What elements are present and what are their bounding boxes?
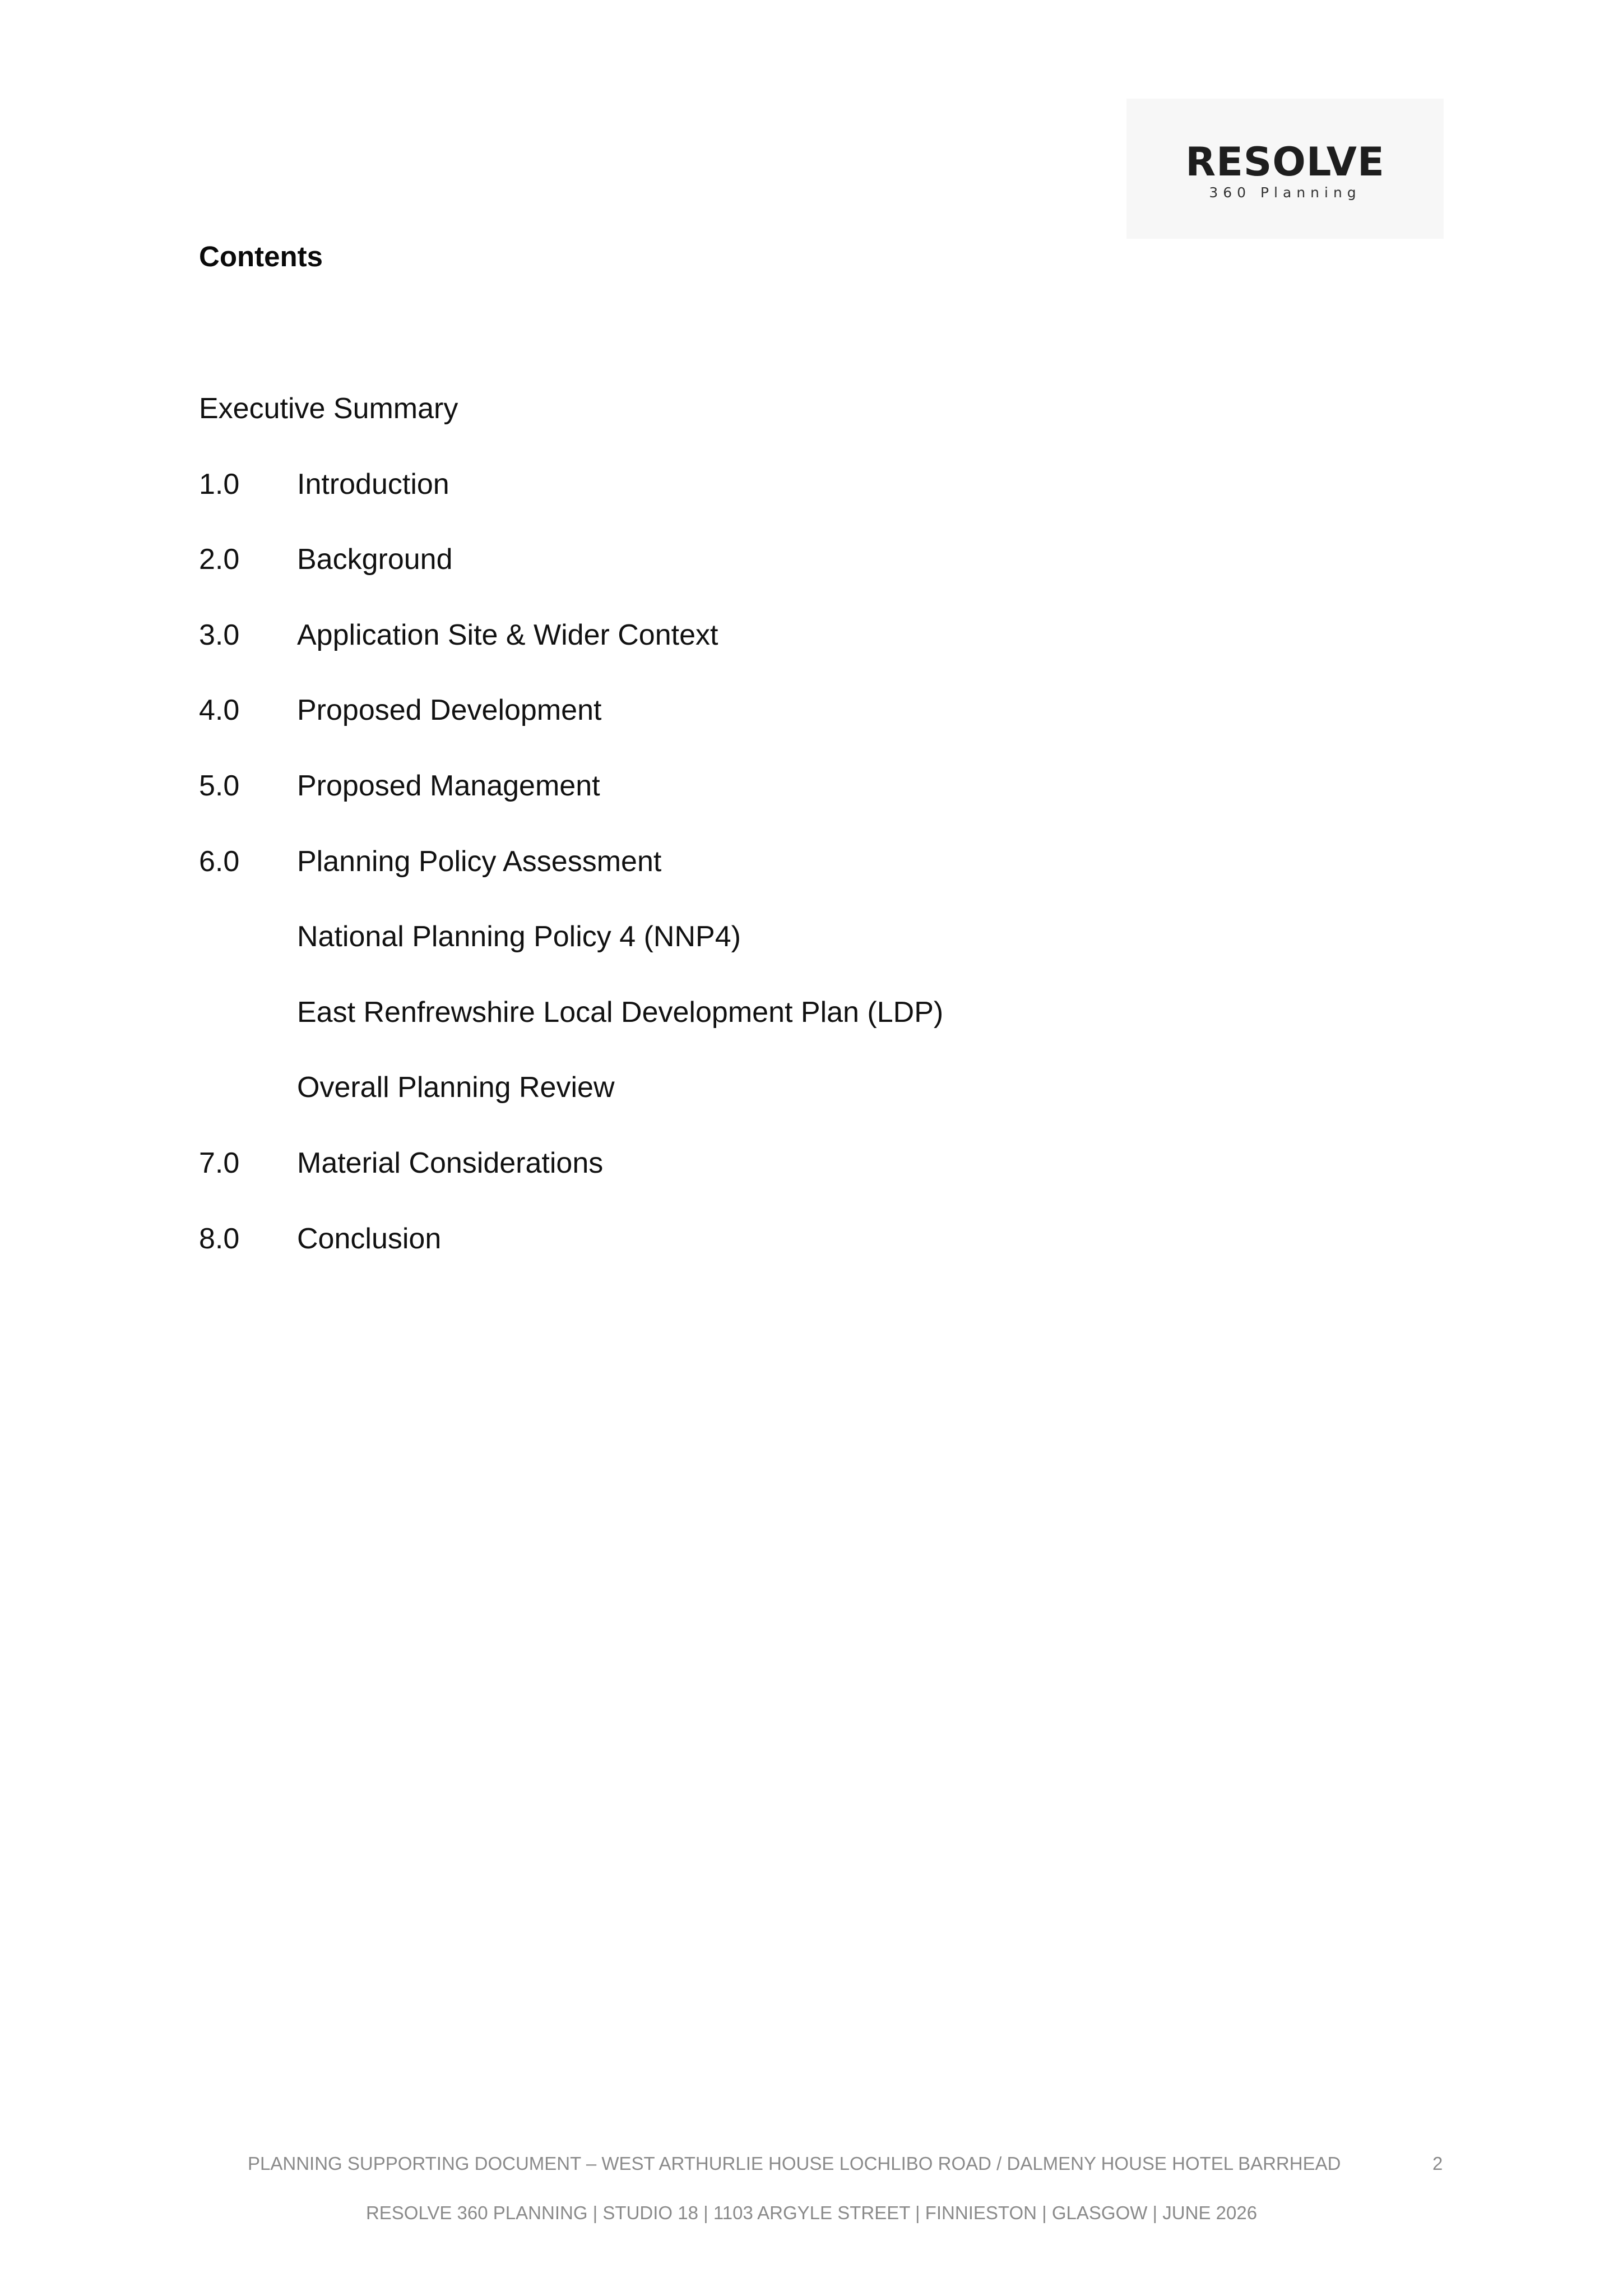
toc-entry-number: 5.0 (199, 770, 240, 802)
toc-entry-number: 7.0 (199, 1147, 240, 1179)
toc-entry-number: 6.0 (199, 845, 240, 878)
toc-entry-title: Application Site & Wider Context (297, 619, 718, 651)
toc-entry-title: Conclusion (297, 1223, 442, 1255)
toc-entry-title: Planning Policy Assessment (297, 845, 662, 878)
page-number: 2 (1432, 2153, 1443, 2174)
footer-address: RESOLVE 360 PLANNING | STUDIO 18 | 1103 ARGYLE STREET | FINNIESTON | GLASGOW | JUNE 2026 (365, 2202, 1258, 2223)
footer-document-title: PLANNING SUPPORTING DOCUMENT – WEST ARTHURLIE HOUSE LOCHLIBO ROAD / DALMENY HOUSE HOTEL BARRHEAD (248, 2153, 1341, 2174)
toc-entry-title: Introduction (297, 468, 449, 501)
toc-entry-number: 2.0 (199, 543, 240, 576)
toc-entry-title: Background (297, 543, 453, 576)
logo-wordmark: RESOLVE (1185, 139, 1385, 185)
toc-entry-title: Executive Summary (199, 392, 458, 425)
toc-entry-number: 3.0 (199, 619, 240, 651)
toc-entry-title: Proposed Management (297, 770, 600, 802)
toc-entry-number: 8.0 (199, 1223, 240, 1255)
toc-entry-number: 4.0 (199, 694, 240, 726)
toc-entry-title: National Planning Policy 4 (NNP4) (297, 920, 741, 953)
company-logo (1126, 99, 1444, 239)
toc-entry-title: Overall Planning Review (297, 1071, 615, 1104)
toc-entry-number: 1.0 (199, 468, 240, 501)
toc-entry-title: Material Considerations (297, 1147, 604, 1179)
toc-entry-title: Proposed Development (297, 694, 602, 726)
contents-heading: Contents (199, 240, 323, 272)
toc-entry-title: East Renfrewshire Local Development Plan (LDP) (297, 996, 944, 1029)
logo-subtitle: 360 Planning (1209, 184, 1361, 201)
